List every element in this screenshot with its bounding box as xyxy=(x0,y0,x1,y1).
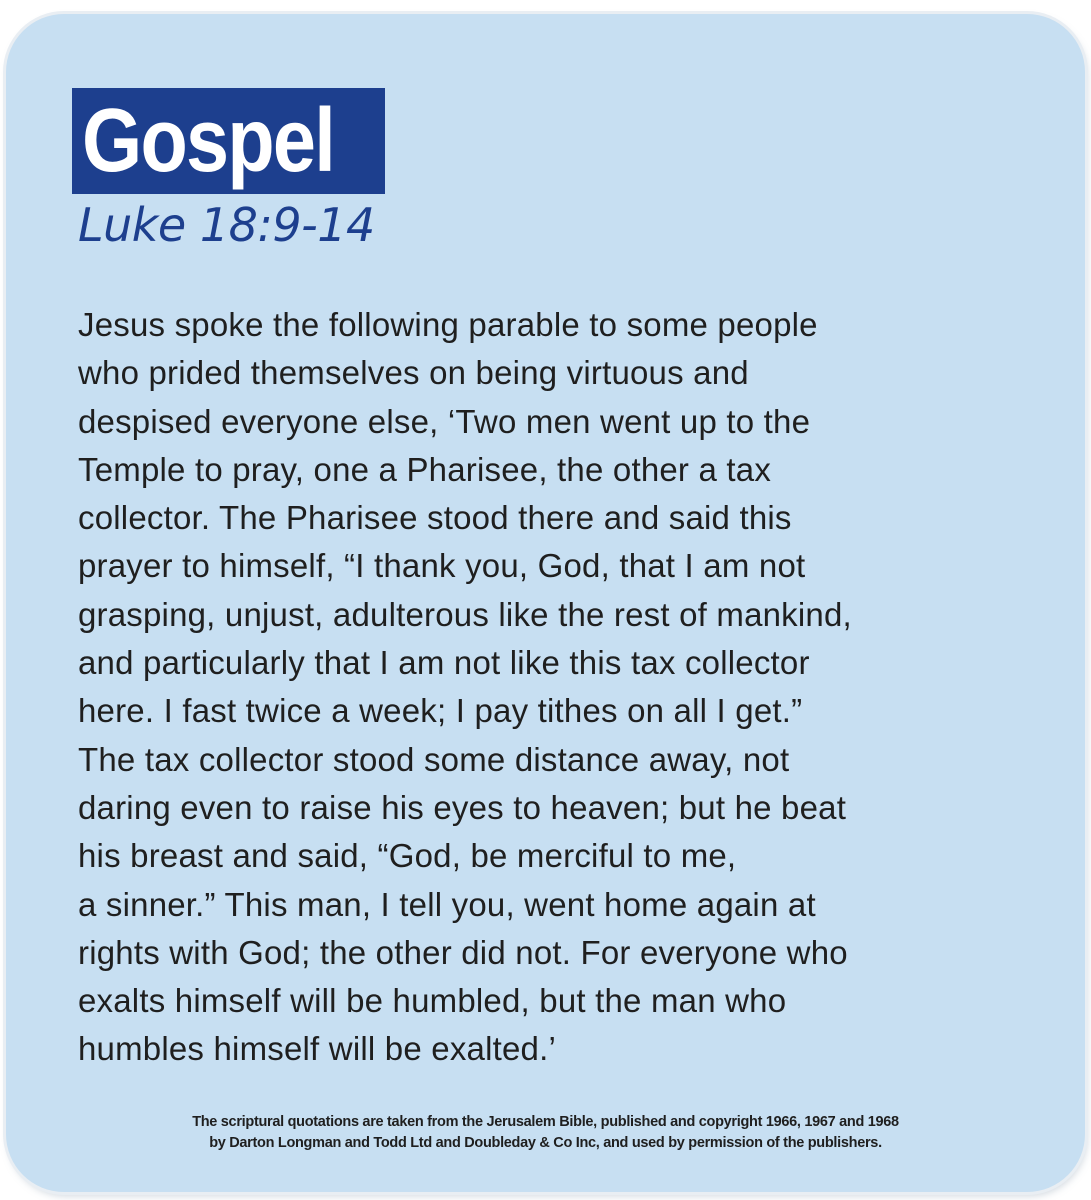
gospel-card xyxy=(6,14,1085,1192)
passage-line: humbles himself will be exalted.’ xyxy=(78,1030,556,1068)
page-title: Gospel xyxy=(82,91,335,191)
passage-line: exalts himself will be humbled, but the man who xyxy=(78,982,787,1020)
passage-line: who prided themselves on being virtuous and xyxy=(78,354,749,392)
passage-line: and particularly that I am not like this tax collector xyxy=(78,644,810,682)
copyright-line: by Darton Longman and Todd Ltd and Doubleday & Co Inc, and used by permission of the publishers. xyxy=(209,1135,882,1151)
passage-line: prayer to himself, “I thank you, God, that I am not xyxy=(78,547,806,585)
passage-line: The tax collector stood some distance away, not xyxy=(78,740,790,778)
passage-line: rights with God; the other did not. For everyone who xyxy=(78,933,848,971)
passage-text xyxy=(78,301,1008,1074)
passage-line: his breast and said, “God, be merciful to me, xyxy=(78,837,737,875)
scripture-reference: Luke 18:9-14 xyxy=(78,198,375,252)
passage-line: daring even to raise his eyes to heaven; but he beat xyxy=(78,788,847,826)
passage-line: Temple to pray, one a Pharisee, the other a tax xyxy=(78,450,772,488)
copyright-line: The scriptural quotations are taken from the Jerusalem Bible, published and copyright 1966, 1967 and 1968 xyxy=(192,1114,899,1130)
passage-line: despised everyone else, ‘Two men went up to the xyxy=(78,402,811,440)
copyright-notice xyxy=(46,1112,1045,1154)
passage-line: a sinner.” This man, I tell you, went home again at xyxy=(78,885,816,923)
passage-line: here. I fast twice a week; I pay tithes on all I get.” xyxy=(78,692,803,730)
passage-line: Jesus spoke the following parable to some people xyxy=(78,306,818,343)
passage-line: grasping, unjust, adulterous like the rest of mankind, xyxy=(78,595,852,633)
passage-line: collector. The Pharisee stood there and said this xyxy=(78,499,792,537)
title-banner xyxy=(72,88,385,194)
